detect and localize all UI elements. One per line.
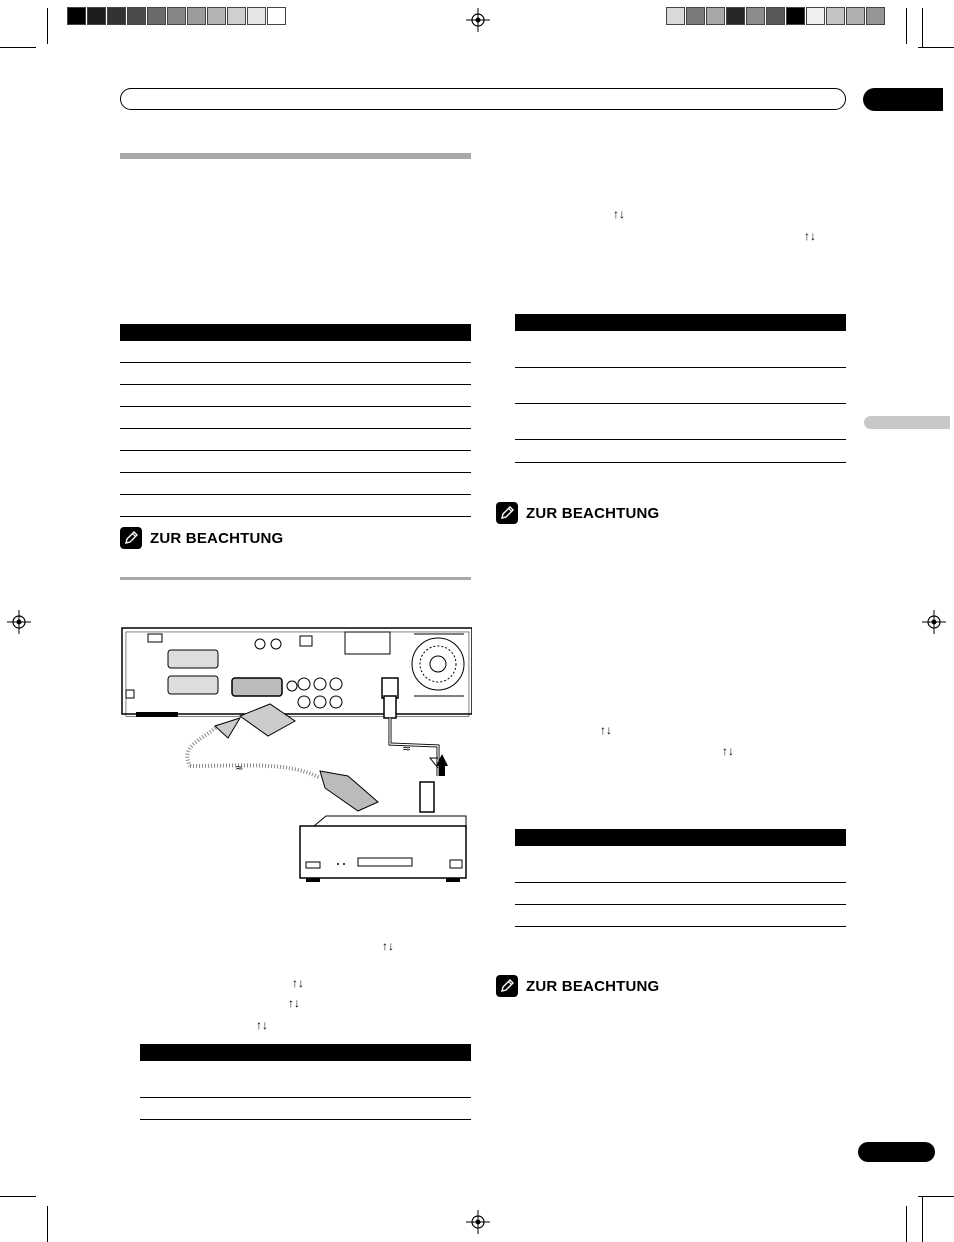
side-section-tab: [864, 416, 950, 429]
calibration-swatch: [846, 7, 865, 25]
note-label: ZUR BEACHTUNG: [526, 977, 660, 995]
note-label: ZUR BEACHTUNG: [526, 504, 660, 522]
arrow-up-down-icon: ↑↓: [292, 976, 304, 990]
note-block: [496, 975, 659, 997]
connection-diagram: [120, 626, 472, 888]
arrow-up-down-icon: ↑↓: [600, 723, 612, 737]
arrow-up-down-icon: ↑↓: [256, 1018, 268, 1032]
calibration-swatch: [267, 7, 286, 25]
dvd-player: [300, 816, 466, 882]
svg-text:≈: ≈: [235, 763, 244, 774]
pencil-note-icon: [496, 975, 518, 997]
calibration-swatch: [706, 7, 725, 25]
scart-cable: [187, 704, 378, 811]
calibration-swatch: [666, 7, 685, 25]
note-block: [120, 527, 283, 549]
calibration-swatch: [127, 7, 146, 25]
calibration-swatch: [67, 7, 86, 25]
calibration-swatch: [187, 7, 206, 25]
registration-crosshair-icon: [466, 1210, 490, 1234]
arrow-up-down-icon: ↑↓: [613, 207, 625, 221]
note-label: ZUR BEACHTUNG: [150, 529, 284, 547]
calibration-swatch: [806, 7, 825, 25]
calibration-swatch: [786, 7, 805, 25]
arrow-up-down-icon: ↑↓: [288, 996, 300, 1010]
pencil-note-icon: [496, 502, 518, 524]
page-number-badge: [858, 1142, 935, 1162]
calibration-swatch: [826, 7, 845, 25]
tv-rear-panel: [122, 628, 472, 717]
calibration-swatch: [207, 7, 226, 25]
registration-crosshair-icon: [922, 610, 946, 634]
section-title-rule: [120, 577, 471, 580]
calibration-swatch: [167, 7, 186, 25]
calibration-swatch: [726, 7, 745, 25]
calibration-swatch: [87, 7, 106, 25]
calibration-swatch: [766, 7, 785, 25]
arrow-up-down-icon: ↑↓: [382, 939, 394, 953]
chapter-number-tab: [863, 88, 943, 111]
arrow-up-down-icon: ↑↓: [804, 229, 816, 243]
calibration-swatch: [686, 7, 705, 25]
registration-crosshair-icon: [7, 610, 31, 634]
calibration-swatch: [107, 7, 126, 25]
registration-crosshair-icon: [466, 8, 490, 32]
pencil-note-icon: [120, 527, 142, 549]
note-block: [496, 502, 659, 524]
svg-text:≈: ≈: [402, 742, 412, 755]
section-title-rule: [120, 153, 471, 159]
chapter-header-bar: [120, 88, 846, 110]
calibration-swatch: [247, 7, 266, 25]
calibration-swatch: [866, 7, 885, 25]
calibration-swatch: [227, 7, 246, 25]
calibration-swatch: [147, 7, 166, 25]
arrow-up-down-icon: ↑↓: [722, 744, 734, 758]
calibration-swatch: [746, 7, 765, 25]
